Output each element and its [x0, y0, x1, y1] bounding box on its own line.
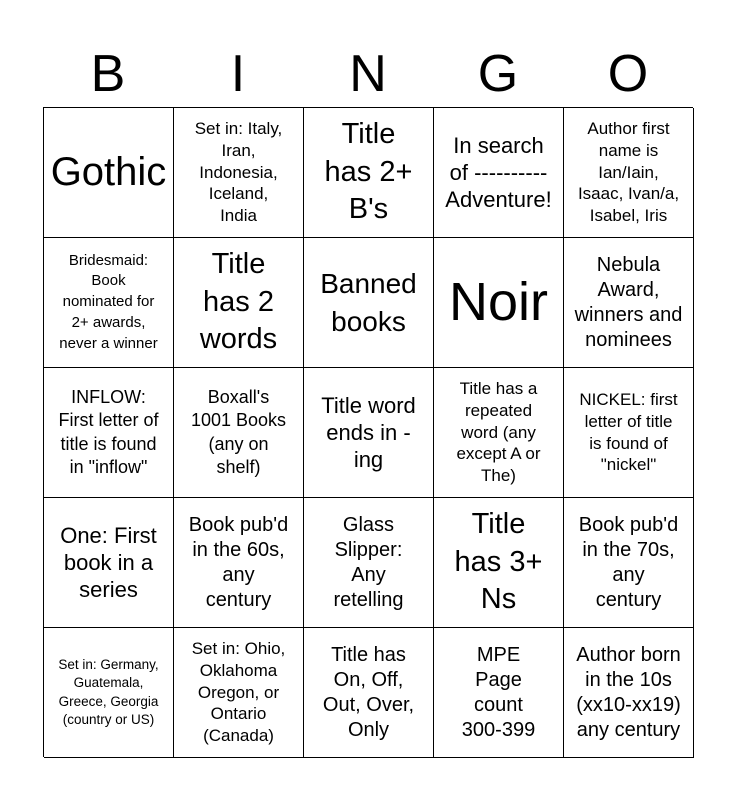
bingo-cell[interactable]	[434, 628, 564, 758]
cell-text: INFLOW: First letter of title is found in "inflow"	[58, 387, 159, 477]
header-letter-n: N	[349, 45, 387, 103]
cell-text: Gothic	[50, 150, 167, 195]
bingo-cell[interactable]	[304, 498, 434, 628]
cell-text: Glass Slipper: Any retelling	[333, 513, 404, 611]
bingo-cell[interactable]	[174, 628, 304, 758]
cell-text: Set in: Ohio, Oklahoma Oregon, or Ontario (Canada)	[191, 639, 286, 746]
bingo-cell[interactable]	[174, 238, 304, 368]
bingo-header	[43, 40, 693, 108]
cell-text: Bridesmaid: Book nominated for 2+ awards, never a winner	[59, 251, 158, 352]
header-letter-g: G	[477, 45, 519, 103]
bingo-cell[interactable]	[44, 498, 174, 628]
cell-text: In search of ---------- Adventure!	[445, 132, 552, 213]
cell-text: Book pub'd in the 70s, any century	[578, 513, 679, 611]
bingo-cell[interactable]	[434, 498, 564, 628]
cell-text: Title has On, Off, Out, Over, Only	[322, 643, 415, 741]
bingo-cell[interactable]	[304, 628, 434, 758]
cell-text: Nebula Award, winners and nominees	[574, 253, 683, 351]
cell-text: Set in: Germany, Guatemala, Greece, Georgia (country or US)	[58, 657, 159, 727]
bingo-cell[interactable]	[434, 108, 564, 238]
bingo-cell[interactable]	[564, 628, 694, 758]
cell-text: Title word ends in - ing	[321, 392, 416, 473]
cell-text: Author first name is Ian/Iain, Isaac, Ivan/a, Isabel, Iris	[577, 119, 680, 226]
bingo-cell[interactable]	[564, 238, 694, 368]
cell-text: MPE Page count 300-399	[461, 643, 536, 741]
bingo-cell[interactable]	[434, 368, 564, 498]
bingo-cell[interactable]	[304, 368, 434, 498]
cell-text: One: First book in a series	[60, 522, 157, 603]
bingo-cell[interactable]	[44, 628, 174, 758]
bingo-cell[interactable]	[174, 108, 304, 238]
header-letter-i: I	[230, 45, 246, 103]
cell-text: Boxall's 1001 Books (any on shelf)	[190, 387, 287, 477]
bingo-cell[interactable]	[44, 368, 174, 498]
cell-text: Title has 3+ Ns	[454, 507, 543, 616]
cell-text: Title has 2 words	[199, 247, 278, 356]
bingo-cell[interactable]	[564, 108, 694, 238]
bingo-cell[interactable]	[564, 498, 694, 628]
cell-text: Book pub'd in the 60s, any century	[188, 513, 289, 611]
cell-text: NICKEL: first letter of title is found of "nickel"	[579, 390, 678, 475]
bingo-cell[interactable]	[174, 368, 304, 498]
bingo-board	[43, 107, 693, 757]
cell-text: Noir	[448, 271, 548, 332]
bingo-cell[interactable]	[44, 238, 174, 368]
cell-text: Author born in the 10s (xx10-xx19) any century	[576, 643, 681, 741]
cell-text: Title has 2+ B's	[324, 117, 413, 226]
cell-text: Set in: Italy, Iran, Indonesia, Iceland, India	[194, 119, 283, 226]
bingo-cell[interactable]	[564, 368, 694, 498]
header-letter-o: O	[607, 45, 649, 103]
header-letter-b: B	[90, 45, 126, 103]
cell-text: Title has a repeated word (any except A or The)	[456, 379, 541, 486]
bingo-cell[interactable]	[174, 498, 304, 628]
bingo-cell[interactable]	[304, 238, 434, 368]
bingo-cell[interactable]	[304, 108, 434, 238]
cell-text: Banned books	[320, 267, 417, 337]
bingo-cell[interactable]	[44, 108, 174, 238]
bingo-cell[interactable]	[434, 238, 564, 368]
